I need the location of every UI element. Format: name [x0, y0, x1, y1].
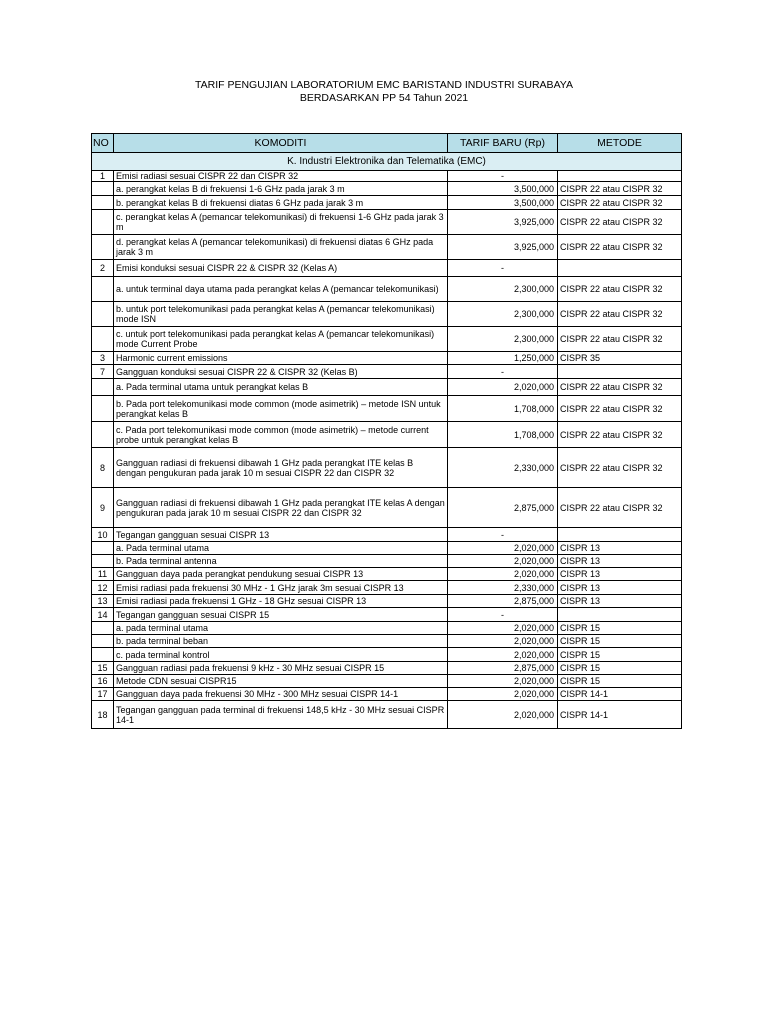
- row-metode: CISPR 13: [558, 568, 682, 581]
- row-tarif: 3,500,000: [448, 182, 558, 196]
- row-number: [92, 302, 114, 327]
- section-title: K. Industri Elektronika dan Telematika (EMC): [92, 153, 682, 171]
- row-tarif: 2,020,000: [448, 555, 558, 568]
- row-komoditi: c. perangkat kelas A (pemancar telekomunikasi) di frekuensi 1-6 GHz pada jarak 3 m: [114, 210, 448, 235]
- row-tarif: 2,875,000: [448, 662, 558, 675]
- row-number: 17: [92, 688, 114, 701]
- row-komoditi: Emisi radiasi sesuai CISPR 22 dan CISPR 32: [114, 171, 448, 182]
- table-row: [92, 379, 682, 396]
- row-metode: [558, 608, 682, 622]
- row-komoditi: d. perangkat kelas A (pemancar telekomunikasi) di frekuensi diatas 6 GHz pada jarak 3 m: [114, 235, 448, 260]
- table-row: [92, 608, 682, 622]
- table-row: [92, 196, 682, 210]
- row-metode: CISPR 22 atau CISPR 32: [558, 182, 682, 196]
- table-row: [92, 422, 682, 448]
- row-metode: CISPR 13: [558, 542, 682, 555]
- row-tarif: 2,020,000: [448, 622, 558, 635]
- row-number: [92, 635, 114, 648]
- row-komoditi: Tegangan gangguan sesuai CISPR 15: [114, 608, 448, 622]
- row-komoditi: c. untuk port telekomunikasi pada perangkat kelas A (pemancar telekomunikasi) mode Current Probe: [114, 327, 448, 352]
- row-metode: CISPR 22 atau CISPR 32: [558, 396, 682, 422]
- row-tarif: 1,708,000: [448, 422, 558, 448]
- section-row: [92, 153, 682, 171]
- row-komoditi: a. Pada terminal utama: [114, 542, 448, 555]
- row-number: [92, 648, 114, 662]
- row-komoditi: Gangguan daya pada perangkat pendukung sesuai CISPR 13: [114, 568, 448, 581]
- row-number: 7: [92, 365, 114, 379]
- row-komoditi: b. untuk port telekomunikasi pada perangkat kelas A (pemancar telekomunikasi) mode ISN: [114, 302, 448, 327]
- row-tarif: 2,020,000: [448, 379, 558, 396]
- row-metode: CISPR 22 atau CISPR 32: [558, 448, 682, 488]
- row-number: [92, 555, 114, 568]
- row-number: 9: [92, 488, 114, 528]
- row-number: 18: [92, 701, 114, 729]
- row-komoditi: a. Pada terminal utama untuk perangkat kelas B: [114, 379, 448, 396]
- row-number: 15: [92, 662, 114, 675]
- table-row: [92, 327, 682, 352]
- row-komoditi: Gangguan radiasi di frekuensi dibawah 1 GHz pada perangkat ITE kelas A dengan pengukuran pada jarak 10 m sesuai CISPR 22 dan CISPR 32: [114, 488, 448, 528]
- row-komoditi: b. Pada terminal antenna: [114, 555, 448, 568]
- row-number: [92, 542, 114, 555]
- row-number: [92, 196, 114, 210]
- row-komoditi: b. pada terminal beban: [114, 635, 448, 648]
- row-metode: CISPR 22 atau CISPR 32: [558, 277, 682, 302]
- row-komoditi: c. Pada port telekomunikasi mode common (mode asimetrik) – metode current probe untuk perangkat kelas B: [114, 422, 448, 448]
- row-tarif: 2,300,000: [448, 277, 558, 302]
- row-metode: CISPR 35: [558, 352, 682, 365]
- row-tarif: 2,875,000: [448, 595, 558, 608]
- row-number: [92, 622, 114, 635]
- row-komoditi: Gangguan radiasi di frekuensi dibawah 1 GHz pada perangkat ITE kelas B dengan pengukuran pada jarak 10 m sesuai CISPR 22 dan CISPR 32: [114, 448, 448, 488]
- table-row: [92, 182, 682, 196]
- row-number: [92, 396, 114, 422]
- row-metode: CISPR 13: [558, 595, 682, 608]
- row-komoditi: a. perangkat kelas B di frekuensi 1-6 GHz pada jarak 3 m: [114, 182, 448, 196]
- row-tarif: 1,708,000: [448, 396, 558, 422]
- row-number: 14: [92, 608, 114, 622]
- row-metode: CISPR 15: [558, 635, 682, 648]
- row-tarif: 1,250,000: [448, 352, 558, 365]
- row-number: [92, 182, 114, 196]
- row-tarif: 3,500,000: [448, 196, 558, 210]
- header-metode: METODE: [558, 134, 682, 153]
- row-metode: CISPR 15: [558, 648, 682, 662]
- row-tarif: 2,330,000: [448, 581, 558, 595]
- document-subtitle: BERDASARKAN PP 54 Tahun 2021: [299, 92, 469, 104]
- row-tarif: 2,020,000: [448, 701, 558, 729]
- row-number: 10: [92, 528, 114, 542]
- table-row: [92, 568, 682, 581]
- row-tarif: 2,020,000: [448, 568, 558, 581]
- row-tarif: 2,300,000: [448, 327, 558, 352]
- row-tarif: -: [448, 260, 558, 277]
- row-number: 11: [92, 568, 114, 581]
- table-row: [92, 662, 682, 675]
- table-row: [92, 352, 682, 365]
- row-metode: CISPR 15: [558, 662, 682, 675]
- row-tarif: 2,020,000: [448, 675, 558, 688]
- header-no: NO: [92, 134, 114, 153]
- table-row: [92, 581, 682, 595]
- row-tarif: 2,020,000: [448, 688, 558, 701]
- row-komoditi: Harmonic current emissions: [114, 352, 448, 365]
- row-komoditi: Tegangan gangguan sesuai CISPR 13: [114, 528, 448, 542]
- row-komoditi: Emisi radiasi pada frekuensi 1 GHz - 18 GHz sesuai CISPR 13: [114, 595, 448, 608]
- row-tarif: 3,925,000: [448, 235, 558, 260]
- document-title: TARIF PENGUJIAN LABORATORIUM EMC BARISTAND INDUSTRI SURABAYA: [194, 79, 574, 91]
- table-row: [92, 488, 682, 528]
- row-komoditi: Metode CDN sesuai CISPR15: [114, 675, 448, 688]
- row-metode: [558, 365, 682, 379]
- row-komoditi: c. pada terminal kontrol: [114, 648, 448, 662]
- row-metode: CISPR 22 atau CISPR 32: [558, 302, 682, 327]
- row-metode: CISPR 22 atau CISPR 32: [558, 196, 682, 210]
- row-komoditi: Gangguan konduksi sesuai CISPR 22 & CISPR 32 (Kelas B): [114, 365, 448, 379]
- table-row: [92, 365, 682, 379]
- table-row: [92, 235, 682, 260]
- row-metode: CISPR 22 atau CISPR 32: [558, 327, 682, 352]
- table-row: [92, 688, 682, 701]
- row-tarif: 2,300,000: [448, 302, 558, 327]
- row-number: [92, 235, 114, 260]
- row-metode: CISPR 14-1: [558, 701, 682, 729]
- table-row: [92, 277, 682, 302]
- row-metode: [558, 171, 682, 182]
- row-number: [92, 327, 114, 352]
- table-row: [92, 648, 682, 662]
- row-number: 12: [92, 581, 114, 595]
- row-tarif: 2,020,000: [448, 648, 558, 662]
- row-number: [92, 210, 114, 235]
- table-row: [92, 396, 682, 422]
- row-number: 13: [92, 595, 114, 608]
- tariff-table: [91, 133, 682, 729]
- table-row: [92, 260, 682, 277]
- row-number: [92, 277, 114, 302]
- row-metode: CISPR 22 atau CISPR 32: [558, 488, 682, 528]
- row-number: 8: [92, 448, 114, 488]
- table-row: [92, 302, 682, 327]
- row-tarif: -: [448, 365, 558, 379]
- row-number: 16: [92, 675, 114, 688]
- row-komoditi: Gangguan daya pada frekuensi 30 MHz - 300 MHz sesuai CISPR 14-1: [114, 688, 448, 701]
- row-komoditi: a. pada terminal utama: [114, 622, 448, 635]
- table-row: [92, 528, 682, 542]
- row-number: [92, 379, 114, 396]
- row-metode: [558, 260, 682, 277]
- row-metode: CISPR 15: [558, 675, 682, 688]
- table-header-row: [92, 134, 682, 153]
- row-metode: CISPR 22 atau CISPR 32: [558, 379, 682, 396]
- row-metode: CISPR 13: [558, 581, 682, 595]
- row-number: 2: [92, 260, 114, 277]
- table-row: [92, 635, 682, 648]
- row-metode: CISPR 13: [558, 555, 682, 568]
- row-metode: CISPR 15: [558, 622, 682, 635]
- row-komoditi: Gangguan radiasi pada frekuensi 9 kHz - 30 MHz sesuai CISPR 15: [114, 662, 448, 675]
- header-tarif: TARIF BARU (Rp): [448, 134, 558, 153]
- row-tarif: 2,875,000: [448, 488, 558, 528]
- table-row: [92, 555, 682, 568]
- header-komoditi: KOMODITI: [114, 134, 448, 153]
- table-row: [92, 595, 682, 608]
- table-row: [92, 701, 682, 729]
- table-row: [92, 622, 682, 635]
- table-row: [92, 171, 682, 182]
- row-komoditi: Emisi radiasi pada frekuensi 30 MHz - 1 GHz jarak 3m sesuai CISPR 13: [114, 581, 448, 595]
- row-komoditi: a. untuk terminal daya utama pada perangkat kelas A (pemancar telekomunikasi): [114, 277, 448, 302]
- row-tarif: 2,330,000: [448, 448, 558, 488]
- table-row: [92, 448, 682, 488]
- row-metode: CISPR 22 atau CISPR 32: [558, 210, 682, 235]
- row-tarif: -: [448, 528, 558, 542]
- row-komoditi: b. perangkat kelas B di frekuensi diatas 6 GHz pada jarak 3 m: [114, 196, 448, 210]
- row-number: 3: [92, 352, 114, 365]
- row-tarif: -: [448, 171, 558, 182]
- row-metode: CISPR 22 atau CISPR 32: [558, 422, 682, 448]
- row-komoditi: Tegangan gangguan pada terminal di frekuensi 148,5 kHz - 30 MHz sesuai CISPR 14-1: [114, 701, 448, 729]
- row-tarif: -: [448, 608, 558, 622]
- row-tarif: 2,020,000: [448, 635, 558, 648]
- row-komoditi: b. Pada port telekomunikasi mode common (mode asimetrik) – metode ISN untuk perangkat kelas B: [114, 396, 448, 422]
- row-tarif: 2,020,000: [448, 542, 558, 555]
- row-tarif: 3,925,000: [448, 210, 558, 235]
- table-row: [92, 210, 682, 235]
- row-komoditi: Emisi konduksi sesuai CISPR 22 & CISPR 32 (Kelas A): [114, 260, 448, 277]
- table-row: [92, 542, 682, 555]
- row-metode: CISPR 22 atau CISPR 32: [558, 235, 682, 260]
- table-row: [92, 675, 682, 688]
- row-metode: [558, 528, 682, 542]
- row-metode: CISPR 14-1: [558, 688, 682, 701]
- row-number: 1: [92, 171, 114, 182]
- row-number: [92, 422, 114, 448]
